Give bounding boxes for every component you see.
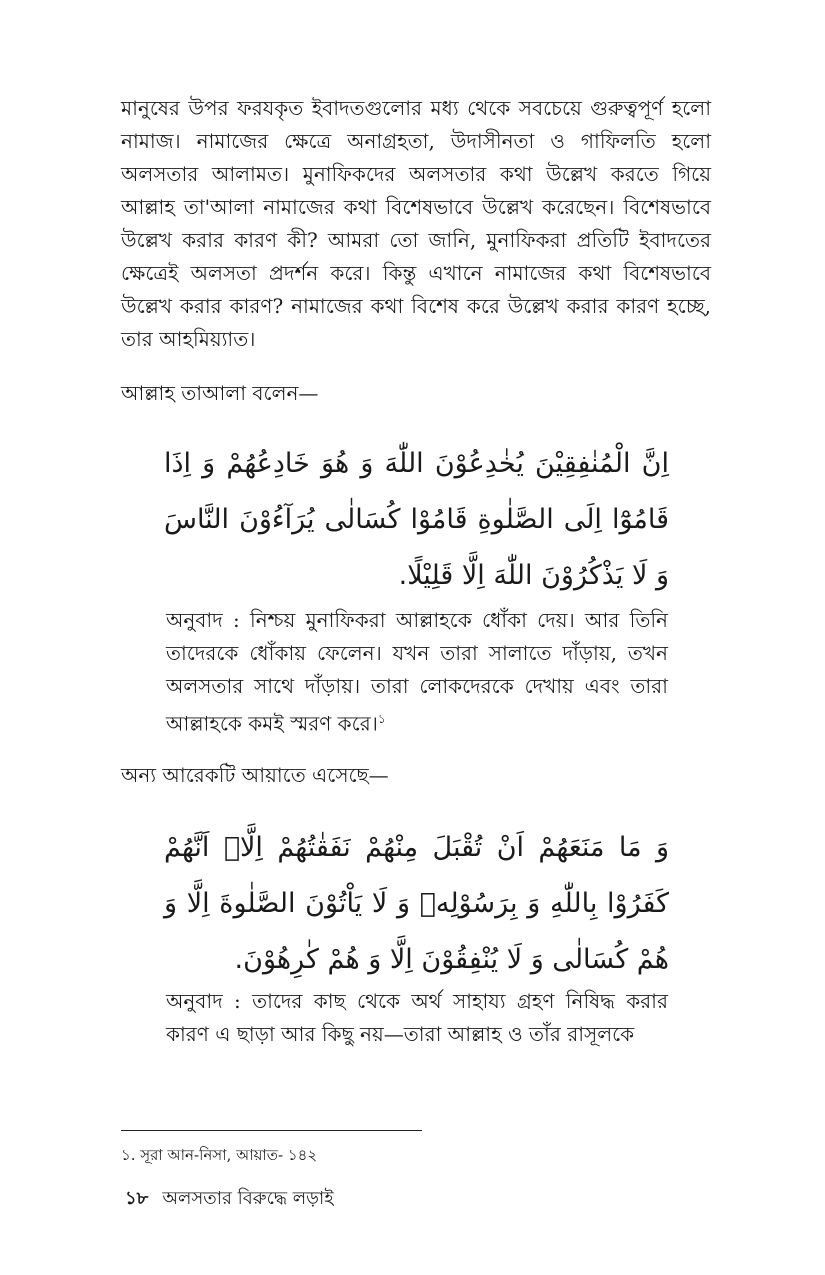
translation-1-text: অনুবাদ : নিশ্চয় মুনাফিকরা আল্লাহকে ধোঁকা দেয়। আর তিনি তাদেরকে ধোঁকায় ফেলেন। যখন তারা সালাতে দাঁড়ায়, তখন অলসতার সাথে দাঁড়ায়। তারা লোকদেরকে দেখায় এবং তারা আল্লাহকে কমই স্মরণ করে। (166, 608, 668, 736)
page-number: ১৮ (125, 1188, 149, 1209)
translation-2: অনুবাদ : তাদের কাছ থেকে অর্থ সাহায্য গ্রহণ নিষিদ্ধ করার কারণ এ ছাড়া আর কিছু নয়—তারা আল্লাহ ও তাঁর রাসূলকে (166, 989, 668, 1046)
footnote: ১. সূরা আন-নিসা, আয়াত- ১৪২ (121, 1146, 318, 1164)
book-title: অলসতার বিরুদ্ধে লড়াই (162, 1188, 334, 1209)
page-footer (125, 1186, 334, 1212)
arabic-verse-nisa: اِنَّ الْمُنٰفِقِيْنَ يُخٰدِعُوْنَ اللّٰهَ وَ هُوَ خَادِعُهُمْ وَ اِذَا قَامُوْٓا اِلَى الصَّلٰوةِ قَامُوْا كُسَالٰى يُرَآءُوْنَ النَّاسَ وَ لَا يَذْكُرُوْنَ اللّٰهَ اِلَّا قَلِيْلًا. (164, 448, 669, 591)
arabic-verse-tawbah: وَ مَا مَنَعَهُمْ اَنْ تُقْبَلَ مِنْهُمْ نَفَقٰتُهُمْ اِلَّاۤ اَنَّهُمْ كَفَرُوْا بِاللّٰهِ وَ بِرَسُوْلِهٖ وَ لَا يَاْتُوْنَ الصَّلٰوةَ اِلَّا وَ هُمْ كُسَالٰى وَ لَا يُنْفِقُوْنَ اِلَّا وَ هُمْ كٰرِهُوْنَ. (164, 832, 669, 975)
intro-allah-says: আল্লাহ তাআলা বলেন— (121, 381, 319, 405)
footnote-marker: ১ (377, 712, 386, 726)
body-paragraph: মানুষের উপর ফরযকৃত ইবাদতগুলোর মধ্য থেকে সবচেয়ে গুরুত্বপূর্ণ হলো নামাজ। নামাজের ক্ষেত্রে অনাগ্রহতা, উদাসীনতা ও গাফিলতি হলো অলসতার আলামত। মুনাফিকদের অলসতার কথা উল্লেখ করতে গিয়ে আল্লাহ তা'আলা নামাজের কথা বিশেষভাবে উল্লেখ করেছেন। বিশেষভাবে উল্লেখ করার কারণ কী? আমরা তো জানি, মুনাফিকরা প্রতিটি ইবাদতের ক্ষেত্রেই অলসতা প্রদর্শন করে। কিন্তু এখানে নামাজের কথা বিশেষভাবে উল্লেখ করার কারণ? নামাজের কথা বিশেষ করে উল্লেখ করার কারণ হচ্ছে, তার আহমিয়্যাত। (121, 96, 711, 351)
intro-another-verse: অন্য আরেকটি আয়াতে এসেছে— (121, 763, 389, 787)
translation-1 (166, 604, 668, 741)
footnote-divider (121, 1130, 422, 1131)
